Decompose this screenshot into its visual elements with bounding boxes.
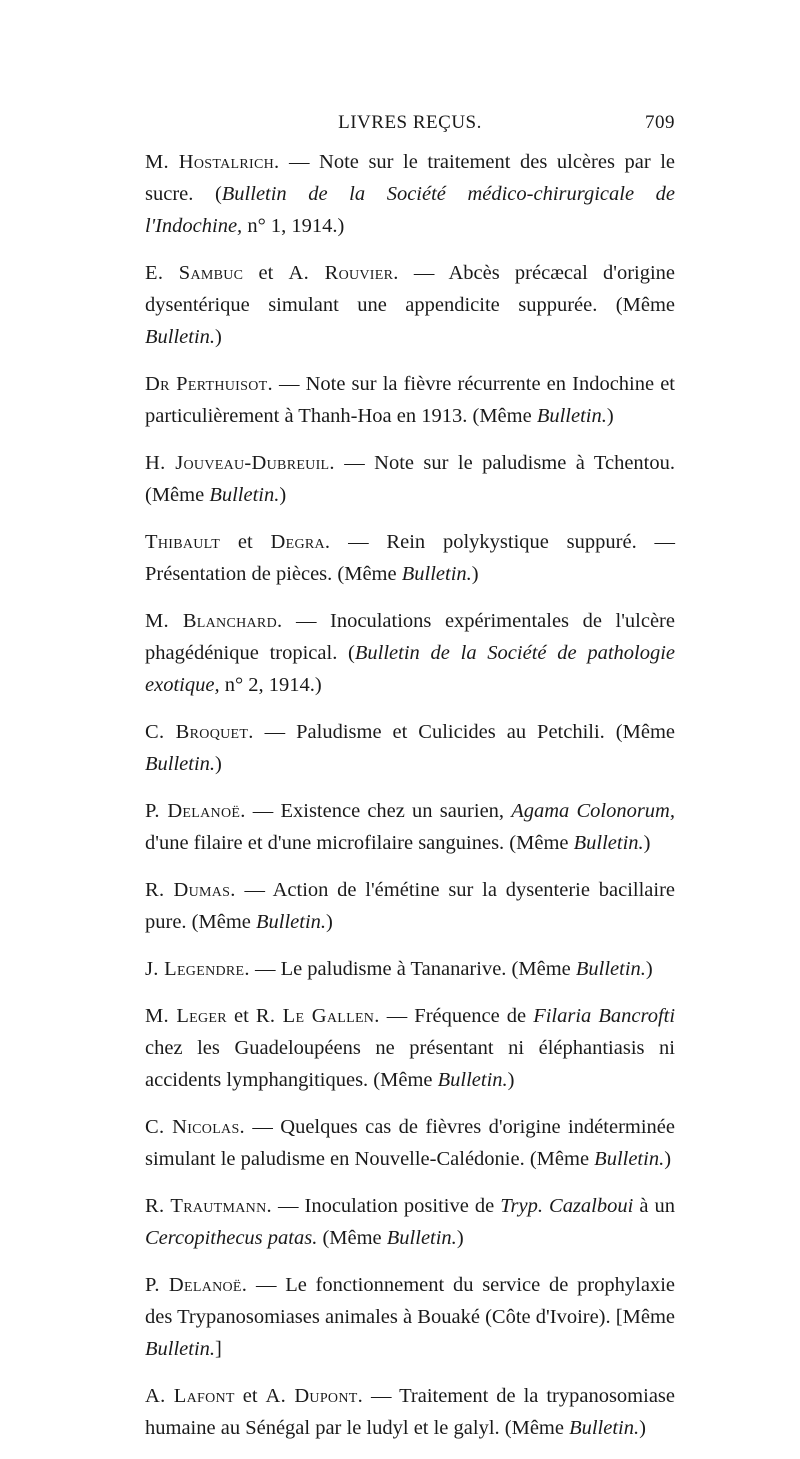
author: R. Trautmann. (145, 1195, 272, 1217)
author: A. Lafont (145, 1385, 235, 1407)
list-item (145, 1380, 675, 1444)
publication-title: Bulletin de la Société médico-chirurgicale de l'Indochine, (145, 183, 675, 237)
entry-text: — Action de l'émétine sur la dysenterie bacillaire pure. (Même (145, 879, 675, 933)
publication-title: Bulletin. (575, 958, 646, 980)
entry-text: ) (279, 484, 287, 506)
species-name: Filaria Bancrofti (533, 1005, 676, 1027)
entry-text: à un (633, 1195, 676, 1217)
book-list (145, 146, 675, 1459)
entry-text: — Paludisme et Culicides au Petchili. (Même (253, 721, 675, 743)
entry-text: (Même (317, 1227, 387, 1249)
entry-text: — Note sur le traitement des ulcères par le sucre. ( (145, 151, 675, 205)
list-item (145, 716, 675, 780)
entry-text: ) (645, 958, 653, 980)
author: R. Dumas. (145, 879, 236, 901)
list-item (145, 1000, 675, 1096)
list-item (145, 1111, 675, 1175)
publication-title: Bulletin. (386, 1227, 457, 1249)
author: M. Hostalrich. (145, 151, 280, 173)
author: C. Nicolas. (145, 1116, 245, 1138)
entry-text: — Quelques cas de fièvres d'origine indéterminée simulant le paludisme en Nouvelle-Calédonie. (Même (145, 1116, 675, 1170)
list-item (145, 874, 675, 938)
species-name: Agama Colonorum, (511, 800, 675, 822)
publication-title: Bulletin. (209, 484, 280, 506)
author: H. Jouveau-Dubreuil. (145, 452, 335, 474)
entry-text: et (226, 1005, 256, 1027)
entry-text: ] (215, 1338, 222, 1360)
author: P. Delanoë. (145, 800, 246, 822)
entry-text: ) (215, 753, 222, 775)
publication-title: Bulletin. (569, 1417, 640, 1439)
author: J. Legendre. (145, 958, 250, 980)
author: Degra. (270, 531, 331, 553)
author: P. Delanoë. (145, 1274, 248, 1296)
entry-text: ) (639, 1417, 646, 1439)
author: A. Dupont. (265, 1385, 364, 1407)
entry-text: et (220, 531, 271, 553)
list-item (145, 257, 675, 353)
entry-text: d'une filaire et d'une microfilaire sanguines. (Même (145, 832, 574, 854)
entry-text: ) (456, 1227, 464, 1249)
publication-title: Bulletin. (573, 832, 644, 854)
author: A. Rouvier. (288, 262, 399, 284)
author: M. Leger (145, 1005, 227, 1027)
entry-text: — Abcès précæcal d'origine dysentérique simulant une appendicite suppurée. (Même (145, 262, 676, 316)
entry-text: — Rein polykystique suppuré. — Présentation de pièces. (Même (145, 531, 675, 585)
entry-text: — Existence chez un saurien, (245, 800, 512, 822)
entry-text: — Inoculations expérimentales de l'ulcère phagédénique tropical. ( (145, 610, 675, 664)
entry-text: — Le paludisme à Tananarive. (Même (249, 958, 576, 980)
list-item (145, 953, 675, 985)
entry-text: — Fréquence de (379, 1005, 534, 1027)
author: Thibault (145, 531, 221, 553)
entry-text: ) (215, 326, 222, 348)
species-name: Cercopithecus patas. (145, 1227, 318, 1249)
publication-title: Bulletin. (256, 911, 327, 933)
entry-text: — Note sur la fièvre récurrente en Indochine et particulièrement à Thanh-Hoa en 1913. (Même (145, 373, 675, 427)
author: R. Le Gallen. (255, 1005, 380, 1027)
list-item (145, 526, 675, 590)
entry-text: ) (643, 832, 651, 854)
author: E. Sambuc (145, 262, 244, 284)
author: C. Broquet. (145, 721, 254, 743)
list-item (145, 795, 675, 859)
list-item (145, 368, 675, 432)
entry-text: — Note sur le paludisme à Tchentou. (Même (145, 452, 675, 506)
publication-title: Bulletin. (594, 1148, 665, 1170)
entry-text: chez les Guadeloupéens ne présentant ni éléphantiasis ni accidents lymphangitiques. (Même (145, 1037, 675, 1091)
entry-text: ) (606, 405, 614, 427)
publication-title: Bulletin. (536, 405, 607, 427)
entry-text: ) (326, 911, 333, 933)
list-item (145, 447, 675, 511)
entry-text: n° 2, 1914.) (219, 674, 322, 696)
list-item (145, 1190, 675, 1254)
list-item (145, 1269, 675, 1365)
publication-title: Bulletin. (145, 1338, 216, 1360)
entry-text: — Le fonctionnement du service de prophylaxie des Trypanosomiases animales à Bouaké (Côte d'Ivoire). [Même (145, 1274, 675, 1328)
species-name: Tryp. Cazalboui (500, 1195, 634, 1217)
publication-title: Bulletin. (437, 1069, 508, 1091)
running-title: LIVRES REÇUS. (338, 112, 482, 133)
entry-text: ) (507, 1069, 515, 1091)
entry-text: et (243, 262, 289, 284)
publication-title: Bulletin. (145, 326, 216, 348)
author: Dr Perthuisot. (145, 373, 273, 395)
entry-text: — Inoculation positive de (271, 1195, 501, 1217)
entry-text: — Traitement de la trypanosomiase humaine au Sénégal par le ludyl et le galyl. (Même (145, 1385, 676, 1439)
page-header (145, 112, 675, 142)
publication-title: Bulletin de la Société de pathologie exotique, (145, 642, 676, 696)
author: M. Blanchard. (145, 610, 283, 632)
entry-text: n° 1, 1914.) (242, 215, 345, 237)
list-item (145, 605, 675, 701)
list-item (145, 146, 675, 242)
entry-text: ) (664, 1148, 672, 1170)
publication-title: Bulletin. (145, 753, 216, 775)
entry-text: et (234, 1385, 266, 1407)
entry-text: ) (471, 563, 479, 585)
page-number: 709 (645, 112, 675, 133)
publication-title: Bulletin. (401, 563, 472, 585)
